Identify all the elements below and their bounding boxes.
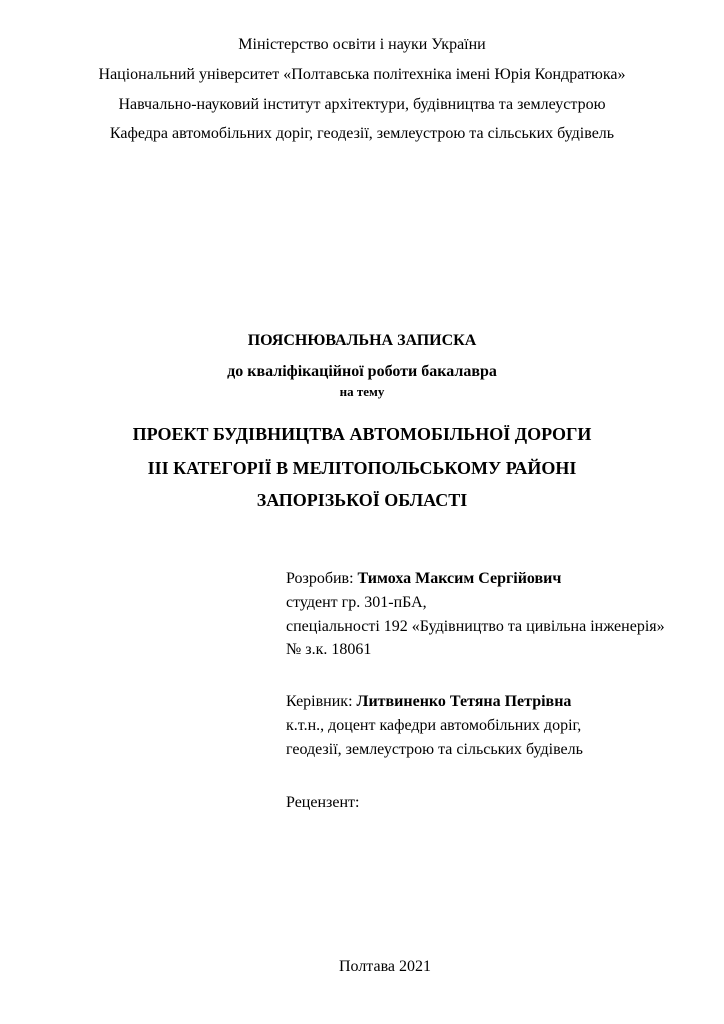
on-topic-label: на тему <box>339 384 385 399</box>
supervisor-line <box>286 692 571 712</box>
supervisor-label: Керівник: <box>286 693 357 710</box>
author-line <box>286 569 561 589</box>
supervisor-position-2: геодезії, землеустрою та сільських будівель <box>286 741 583 758</box>
institute-name: Навчально-науковий інститут архітектури, будівництва та землеустрою <box>118 96 606 113</box>
author-specialty: спеціальності 192 «Будівництво та цивільна інженерія» <box>286 618 665 635</box>
document-type: ПОЯСНЮВАЛЬНА ЗАПИСКА <box>247 332 477 349</box>
topic-line-3: ЗАПОРІЗЬКОЇ ОБЛАСТІ <box>256 490 468 510</box>
author-label: Розробив: <box>286 570 358 587</box>
topic-line-2: ІІІ КАТЕГОРІЇ В МЕЛІТОПОЛЬСЬКОМУ РАЙОНІ <box>147 458 577 478</box>
author-group: студент гр. 301-пБА, <box>286 594 427 611</box>
author-name: Тимоха Максим Сергійович <box>357 570 562 587</box>
city-year: Полтава 2021 <box>338 958 432 975</box>
author-record-book: № з.к. 18061 <box>286 641 372 658</box>
ministry-name: Міністерство освіти і науки України <box>238 36 486 53</box>
supervisor-position-1: к.т.н., доцент кафедри автомобільних доріг, <box>286 717 582 734</box>
document-subtitle: до кваліфікаційної роботи бакалавра <box>227 363 497 380</box>
department-name: Кафедра автомобільних доріг, геодезії, землеустрою та сільських будівель <box>109 125 615 142</box>
university-name: Національний університет «Полтавська політехніка імені Юрія Кондратюка» <box>98 66 626 83</box>
supervisor-name: Литвиненко Тетяна Петрівна <box>356 693 572 710</box>
reviewer-label: Рецензент: <box>286 794 360 811</box>
topic-line-1: ПРОЕКТ БУДІВНИЦТВА АВТОМОБІЛЬНОЇ ДОРОГИ <box>132 424 592 444</box>
